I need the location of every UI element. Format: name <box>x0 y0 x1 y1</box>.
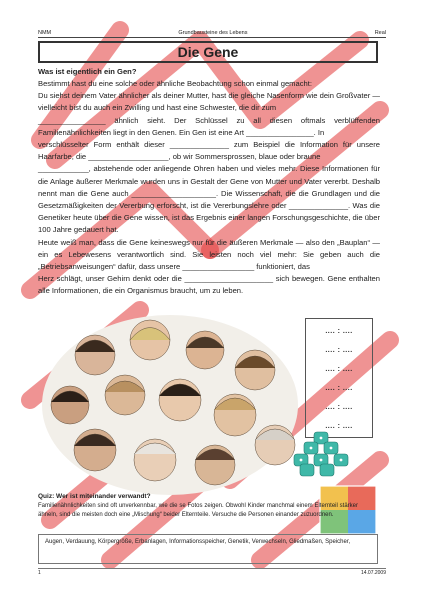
paragraph-line: verschlüsselter Form enthält dieser ______________ zum Beispiel die Information für unsere Haarfarbe, die ___________________, ob wir Sommersprossen, blaue oder braune <box>38 140 380 162</box>
paragraph-line: ________________ ähnlich sieht. Der Schlüssel zu all diesen oftmals verblüffenden Familienähnlichkeiten liegt in den Genen. Ein Gen ist eine Art ________________. In <box>38 115 380 137</box>
answer-pair: .... : .... <box>325 385 353 392</box>
family-photo-collage <box>40 310 300 496</box>
answer-pair: .... : .... <box>325 423 353 430</box>
page-footer <box>38 568 386 576</box>
page-number: 1 <box>38 570 41 576</box>
answer-pair: .... : .... <box>325 328 353 335</box>
answer-pairs-box <box>305 318 373 438</box>
quiz-title: Quiz: Wer ist miteinander verwandt? <box>38 493 151 500</box>
dice-pyramid-illustration <box>292 430 352 478</box>
header-left: NMM <box>38 30 52 36</box>
paragraph-line: Du siehst deinem Vater ähnlicher als deiner Mutter, hast die gleiche Nasenform wie dein Großvater — vielleicht bist du auch ein Zwilling und hast eine Schwester, die dir zum <box>38 91 380 113</box>
word-bank-text: Augen, Verdauung, Körpergröße, Erbanlagen, Informationsspeicher, Genetik, Verwechseln, Gliedmaßen, Speicher, <box>45 539 351 545</box>
header-center: Grundbausteine des Lebens <box>178 30 248 36</box>
paragraph-line: Herz schlägt, unser Gehirn denkt oder die _____________________ sich bewegen. Gene enthalten alle Informationen, die ein Organismus braucht, um zu leben. <box>38 274 380 296</box>
title-box <box>38 41 378 63</box>
paragraph-line: Bestimmt hast du eine solche oder ähnliche Beobachtung schon einmal gemacht: <box>38 79 312 88</box>
answer-pair: .... : .... <box>325 347 353 354</box>
paragraph-line: Heute weiß man, dass die Gene keineswegs nur für die äußeren Merkmale — also den „Bauplan“ — ein es Lebewesens verantwortlich sind. Sie leisten noch viel mehr: Sie geben auch die „Betriebsanweisungen“ dafür, dass unsere _________________ funktioniert, das <box>38 237 380 272</box>
page-title: Die Gene <box>177 44 239 60</box>
word-bank <box>38 534 378 564</box>
header-divider <box>38 37 386 38</box>
paragraph-line: ____________, abstehende oder anliegende Ohren haben und vieles mehr. Diese Informationen für die Anlage äußerer Merkmale wurden uns in Gestalt der Gene von Mutter und Vater vererbt. Deshalb nennt man die Gene auch ____________________. Die Wissenschaft, die die Grundlagen und die Gesetzmäßigkeiten der Vererbung erforscht, ist die Vererbungslehre oder ______________. Was die Genetiker heute über die Gene wissen, ist das Ergebnis einer langen Forschungsgeschichte, die über 100 Jahre gedauert hat. <box>38 164 380 235</box>
answer-pair: .... : .... <box>325 366 353 373</box>
footer-date: 14.07.2009 <box>360 570 386 576</box>
section-subtitle: Was ist eigentlich ein Gen? <box>38 67 137 76</box>
quiz-text: Familienähnlichkeiten sind oft unverkennbar, wie die se Fotos zeigen. Obwohl Kinder manchmal einem Elternteil stärker ähneln, sind die meisten doch eine „Mischung“ beider Elternteile. Versuche die Personen einander zuzuordnen. <box>38 503 358 518</box>
main-text <box>38 78 380 298</box>
answer-pair: .... : .... <box>325 404 353 411</box>
header-right: Real <box>374 30 386 36</box>
